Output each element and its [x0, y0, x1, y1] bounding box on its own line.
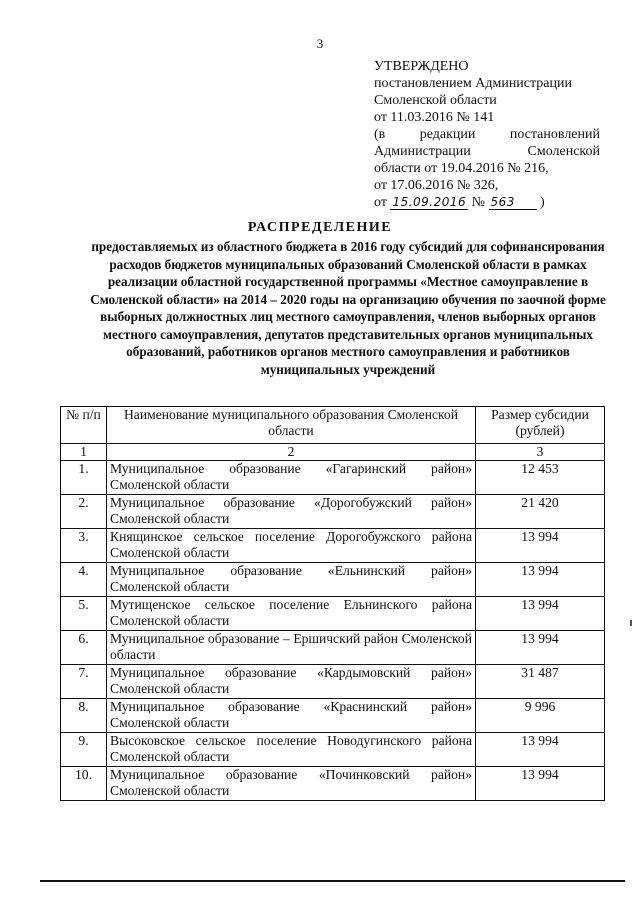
approval-line: Администрации Смоленской: [374, 144, 600, 159]
row-sum: 13 994: [476, 733, 605, 767]
table-index-row: [61, 444, 605, 461]
row-sum: 12 453: [476, 461, 605, 495]
row-name: Княщинское сельское поселение Дорогобужского района Смоленской области: [107, 529, 476, 563]
row-num: 4.: [61, 563, 107, 597]
row-sum: 9 996: [476, 699, 605, 733]
row-sum: 13 994: [476, 563, 605, 597]
row-num: 3.: [61, 529, 107, 563]
document-title: РАСПРЕДЕЛЕНИЕ: [247, 220, 393, 235]
row-num: 2.: [61, 495, 107, 529]
approval-line: от 17.06.2016 № 326,: [374, 178, 499, 193]
handwritten-date: 15.09.2016: [392, 195, 467, 209]
row-name: Муниципальное образование «Ельнинский район» Смоленской области: [107, 563, 476, 597]
scan-mark: [630, 620, 632, 626]
index-cell: 1: [61, 444, 107, 461]
row-name: Муниципальное образование «Краснинский район» Смоленской области: [107, 699, 476, 733]
approval-line: постановлением Администрации: [374, 76, 572, 91]
page-number: 3: [316, 36, 324, 51]
handwritten-number: 563: [489, 195, 537, 210]
approval-no-sign: №: [471, 195, 486, 210]
header-num: № п/п: [61, 407, 107, 444]
table-row: [61, 495, 605, 529]
row-num: 7.: [61, 665, 107, 699]
approval-heading: УТВЕРЖДЕНО: [374, 59, 469, 74]
bottom-rule: [40, 880, 625, 882]
index-cell: 3: [476, 444, 605, 461]
table-row: [61, 563, 605, 597]
row-num: 8.: [61, 699, 107, 733]
row-num: 6.: [61, 631, 107, 665]
index-cell: 2: [107, 444, 476, 461]
row-num: 5.: [61, 597, 107, 631]
row-name: Муниципальное образование – Ершичский район Смоленской области: [107, 631, 476, 665]
row-sum: 13 994: [476, 529, 605, 563]
row-sum: 31 487: [476, 665, 605, 699]
row-num: 9.: [61, 733, 107, 767]
table-row: [61, 665, 605, 699]
subsidy-table: [60, 406, 605, 801]
row-sum: 21 420: [476, 495, 605, 529]
table-row: [61, 699, 605, 733]
approval-line: Смоленской области: [374, 93, 497, 108]
row-name: Муниципальное образование «Гагаринский район» Смоленской области: [107, 461, 476, 495]
approval-block: [374, 58, 600, 211]
row-sum: 13 994: [476, 767, 605, 801]
approval-suffix: ): [540, 195, 545, 210]
table-row: [61, 461, 605, 495]
row-name: Муниципальное образование «Починковский район» Смоленской области: [107, 767, 476, 801]
table-header-row: [61, 407, 605, 444]
row-sum: 13 994: [476, 631, 605, 665]
approval-line: (в редакции постановлений: [374, 127, 600, 142]
row-name: Муниципальное образование «Дорогобужский район» Смоленской области: [107, 495, 476, 529]
document-subtitle: предоставляемых из областного бюджета в 2016 году субсидий для софинансирования расходов бюджетов муниципальных образований Смоленской области в рамках реализации областной государственной программы «Местное самоуправление в Смоленской области» на 2014 – 2020 годы на организацию обучения по заочной форме выборных должностных лиц местного самоуправления, членов выборных органов местного самоуправления, депутатов представительных органов муниципальных образований, работников органов местного самоуправления и работников муниципальных учреждений: [90, 239, 606, 377]
row-name: Муниципальное образование «Кардымовский район» Смоленской области: [107, 665, 476, 699]
row-sum: 13 994: [476, 597, 605, 631]
table-row: [61, 733, 605, 767]
approval-prefix: от: [374, 195, 387, 210]
approval-line: области от 19.04.2016 № 216,: [374, 161, 549, 176]
row-num: 1.: [61, 461, 107, 495]
table-row: [61, 767, 605, 801]
row-name: Высоковское сельское поселение Новодугинского района Смоленской области: [107, 733, 476, 767]
row-name: Мутищенское сельское поселение Ельнинского района Смоленской области: [107, 597, 476, 631]
table-row: [61, 597, 605, 631]
approval-line-handwritten: [374, 194, 600, 211]
header-name: Наименование муниципального образования Смоленской области: [107, 407, 476, 444]
table-row: [61, 529, 605, 563]
header-sum: Размер субсидии (рублей): [476, 407, 605, 444]
row-num: 10.: [61, 767, 107, 801]
table-row: [61, 631, 605, 665]
approval-line: от 11.03.2016 № 141: [374, 110, 495, 125]
